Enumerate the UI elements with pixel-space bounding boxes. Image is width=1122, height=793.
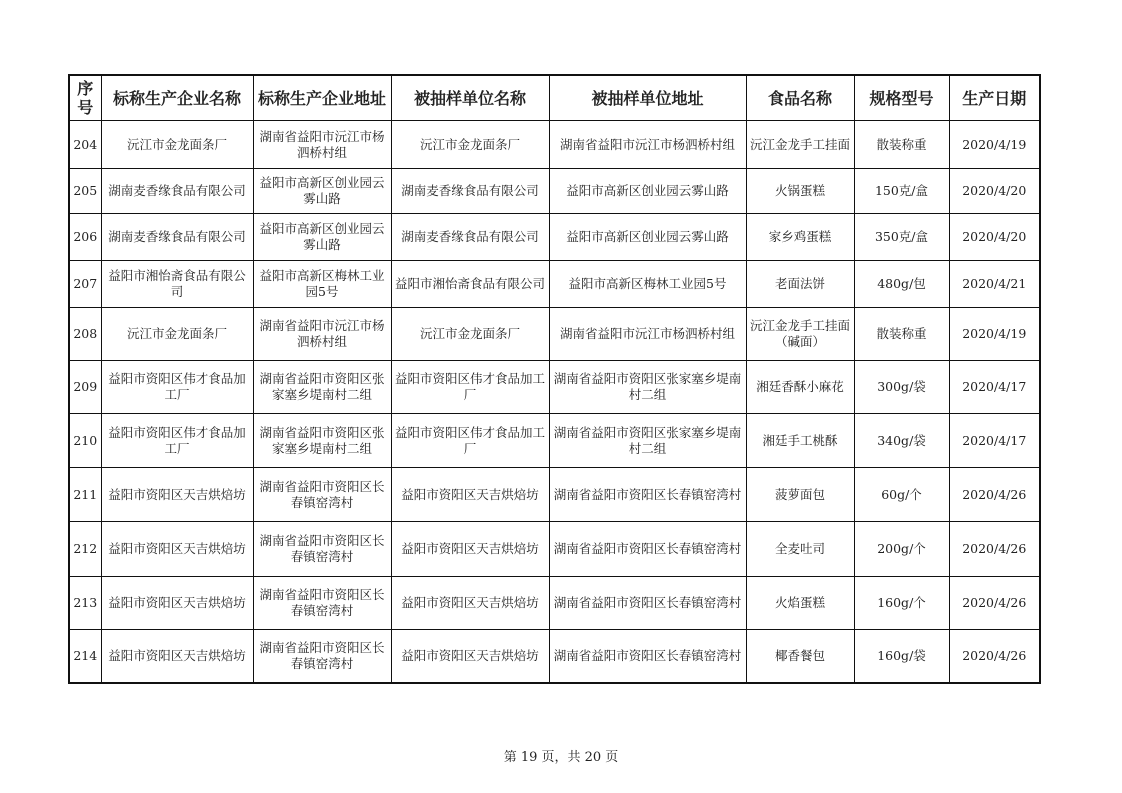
producer-name: 益阳市湘怡斋食品有限公司: [101, 261, 253, 308]
producer-address: 湖南省益阳市资阳区张家塞乡堤南村二组: [253, 414, 391, 468]
sampled-unit-name: 益阳市资阳区天吉烘焙坊: [391, 577, 549, 630]
row-number: 211: [69, 468, 101, 522]
food-name: 沅江金龙手工挂面（碱面）: [746, 308, 854, 361]
producer-address: 益阳市高新区创业园云雾山路: [253, 214, 391, 261]
sampled-unit-address: 湖南省益阳市资阳区长春镇窑湾村: [549, 577, 746, 630]
producer-name: 湖南麦香缘食品有限公司: [101, 214, 253, 261]
producer-name: 益阳市资阳区伟才食品加工厂: [101, 361, 253, 414]
row-number: 208: [69, 308, 101, 361]
producer-name: 益阳市资阳区伟才食品加工厂: [101, 414, 253, 468]
specification: 200g/个: [854, 522, 949, 577]
table-row: [69, 308, 1040, 361]
column-header: 标称生产企业地址: [253, 75, 391, 121]
producer-address: 湖南省益阳市资阳区长春镇窑湾村: [253, 577, 391, 630]
specification: 300g/袋: [854, 361, 949, 414]
producer-address: 湖南省益阳市资阳区长春镇窑湾村: [253, 630, 391, 683]
production-date: 2020/4/21: [949, 261, 1040, 308]
food-name: 湘廷香酥小麻花: [746, 361, 854, 414]
producer-name: 湖南麦香缘食品有限公司: [101, 169, 253, 214]
row-number: 210: [69, 414, 101, 468]
column-header: 生产日期: [949, 75, 1040, 121]
specification: 350克/盒: [854, 214, 949, 261]
production-date: 2020/4/26: [949, 577, 1040, 630]
food-name: 火锅蛋糕: [746, 169, 854, 214]
table-row: [69, 214, 1040, 261]
producer-name: 益阳市资阳区天吉烘焙坊: [101, 577, 253, 630]
producer-address: 湖南省益阳市资阳区张家塞乡堤南村二组: [253, 361, 391, 414]
production-date: 2020/4/17: [949, 414, 1040, 468]
column-header: 被抽样单位地址: [549, 75, 746, 121]
column-header: 食品名称: [746, 75, 854, 121]
row-number: 214: [69, 630, 101, 683]
producer-address: 湖南省益阳市资阳区长春镇窑湾村: [253, 522, 391, 577]
food-name: 菠萝面包: [746, 468, 854, 522]
table-row: [69, 577, 1040, 630]
sampled-unit-address: 益阳市高新区梅林工业园5号: [549, 261, 746, 308]
production-date: 2020/4/26: [949, 630, 1040, 683]
row-number: 209: [69, 361, 101, 414]
sampled-unit-address: 湖南省益阳市资阳区张家塞乡堤南村二组: [549, 414, 746, 468]
column-header: 序号: [69, 75, 101, 121]
row-number: 213: [69, 577, 101, 630]
header-row: [69, 75, 1040, 121]
production-date: 2020/4/26: [949, 468, 1040, 522]
producer-address: 湖南省益阳市资阳区长春镇窑湾村: [253, 468, 391, 522]
production-date: 2020/4/17: [949, 361, 1040, 414]
table-row: [69, 261, 1040, 308]
sampled-unit-address: 益阳市高新区创业园云雾山路: [549, 214, 746, 261]
sampled-unit-address: 湖南省益阳市沅江市杨泗桥村组: [549, 121, 746, 169]
food-name: 家乡鸡蛋糕: [746, 214, 854, 261]
sampled-unit-address: 湖南省益阳市资阳区长春镇窑湾村: [549, 468, 746, 522]
sampled-unit-name: 沅江市金龙面条厂: [391, 308, 549, 361]
sampled-unit-name: 湖南麦香缘食品有限公司: [391, 214, 549, 261]
table-row: [69, 361, 1040, 414]
sampled-unit-name: 益阳市资阳区伟才食品加工厂: [391, 414, 549, 468]
sampling-table: [68, 74, 1041, 684]
producer-name: 益阳市资阳区天吉烘焙坊: [101, 630, 253, 683]
food-name: 沅江金龙手工挂面: [746, 121, 854, 169]
table-row: [69, 630, 1040, 683]
column-header: 规格型号: [854, 75, 949, 121]
producer-name: 益阳市资阳区天吉烘焙坊: [101, 468, 253, 522]
specification: 散装称重: [854, 121, 949, 169]
sampled-unit-name: 沅江市金龙面条厂: [391, 121, 549, 169]
sampled-unit-name: 益阳市资阳区伟才食品加工厂: [391, 361, 549, 414]
sampled-unit-address: 益阳市高新区创业园云雾山路: [549, 169, 746, 214]
sampled-unit-name: 湖南麦香缘食品有限公司: [391, 169, 549, 214]
producer-name: 沅江市金龙面条厂: [101, 308, 253, 361]
producer-name: 益阳市资阳区天吉烘焙坊: [101, 522, 253, 577]
producer-name: 沅江市金龙面条厂: [101, 121, 253, 169]
producer-address: 益阳市高新区梅林工业园5号: [253, 261, 391, 308]
row-number: 204: [69, 121, 101, 169]
production-date: 2020/4/20: [949, 169, 1040, 214]
row-number: 205: [69, 169, 101, 214]
food-name: 全麦吐司: [746, 522, 854, 577]
row-number: 207: [69, 261, 101, 308]
production-date: 2020/4/19: [949, 121, 1040, 169]
producer-address: 湖南省益阳市沅江市杨泗桥村组: [253, 308, 391, 361]
table-row: [69, 169, 1040, 214]
table-row: [69, 121, 1040, 169]
food-name: 椰香餐包: [746, 630, 854, 683]
row-number: 212: [69, 522, 101, 577]
sampled-unit-name: 益阳市资阳区天吉烘焙坊: [391, 468, 549, 522]
table-row: [69, 522, 1040, 577]
table-row: [69, 414, 1040, 468]
sampled-unit-address: 湖南省益阳市资阳区张家塞乡堤南村二组: [549, 361, 746, 414]
column-header: 标称生产企业名称: [101, 75, 253, 121]
specification: 160g/袋: [854, 630, 949, 683]
column-header: 被抽样单位名称: [391, 75, 549, 121]
sampled-unit-address: 湖南省益阳市沅江市杨泗桥村组: [549, 308, 746, 361]
food-name: 湘廷手工桃酥: [746, 414, 854, 468]
production-date: 2020/4/20: [949, 214, 1040, 261]
specification: 150克/盒: [854, 169, 949, 214]
page-footer: 第 19 页，共 20 页: [503, 750, 619, 765]
sampled-unit-name: 益阳市湘怡斋食品有限公司: [391, 261, 549, 308]
sampled-unit-address: 湖南省益阳市资阳区长春镇窑湾村: [549, 522, 746, 577]
producer-address: 湖南省益阳市沅江市杨泗桥村组: [253, 121, 391, 169]
specification: 散装称重: [854, 308, 949, 361]
production-date: 2020/4/26: [949, 522, 1040, 577]
specification: 160g/个: [854, 577, 949, 630]
production-date: 2020/4/19: [949, 308, 1040, 361]
sampled-unit-name: 益阳市资阳区天吉烘焙坊: [391, 522, 549, 577]
table-row: [69, 468, 1040, 522]
producer-address: 益阳市高新区创业园云雾山路: [253, 169, 391, 214]
specification: 60g/个: [854, 468, 949, 522]
specification: 480g/包: [854, 261, 949, 308]
row-number: 206: [69, 214, 101, 261]
food-name: 老面法饼: [746, 261, 854, 308]
food-name: 火焰蛋糕: [746, 577, 854, 630]
sampled-unit-name: 益阳市资阳区天吉烘焙坊: [391, 630, 549, 683]
sampled-unit-address: 湖南省益阳市资阳区长春镇窑湾村: [549, 630, 746, 683]
specification: 340g/袋: [854, 414, 949, 468]
